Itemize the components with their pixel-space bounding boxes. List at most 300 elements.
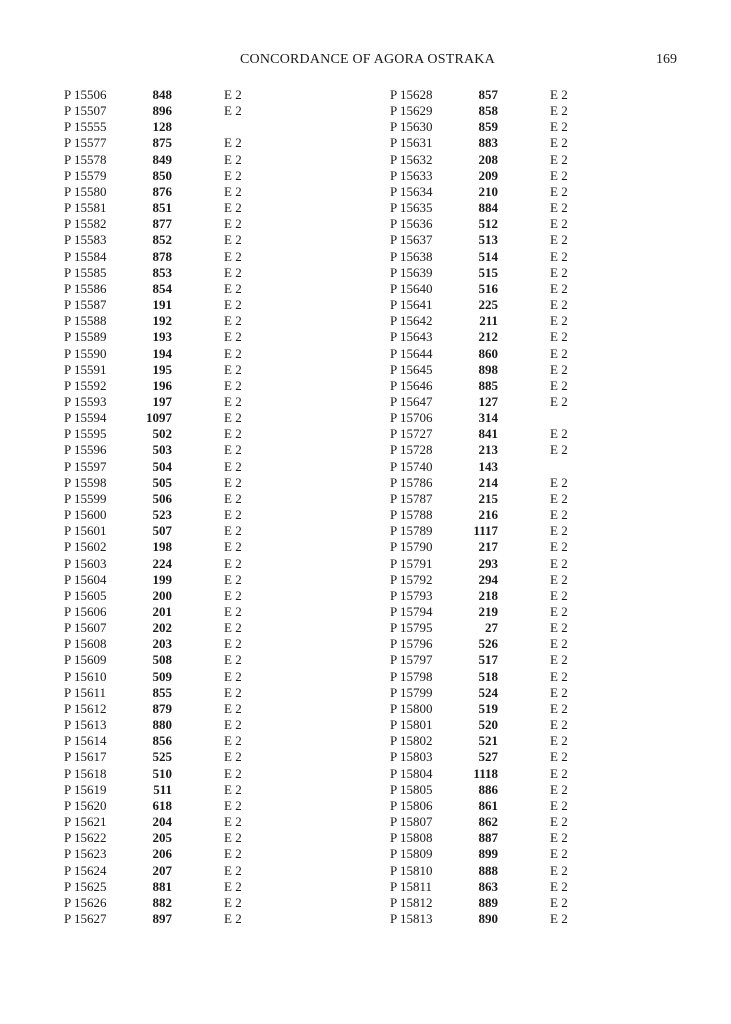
inventory-number: P 15808 (390, 830, 433, 846)
catalogue-number: 504 (152, 458, 172, 474)
publication-ref: E 2 (550, 587, 568, 603)
publication-ref: E 2 (550, 862, 568, 878)
inventory-number: P 15803 (390, 749, 433, 765)
catalogue-number: 897 (152, 910, 172, 926)
catalogue-number: 516 (478, 280, 498, 296)
publication-ref: E 2 (224, 410, 242, 426)
concordance-row (64, 103, 364, 119)
inventory-number: P 15645 (390, 361, 433, 377)
publication-ref: E 2 (224, 797, 242, 813)
catalogue-number: 191 (152, 297, 172, 313)
catalogue-number: 214 (478, 474, 498, 490)
inventory-number: P 15809 (390, 846, 433, 862)
catalogue-number: 855 (152, 684, 172, 700)
publication-ref: E 2 (550, 571, 568, 587)
publication-ref: E 2 (550, 668, 568, 684)
concordance-row (390, 669, 690, 685)
concordance-row (390, 798, 690, 814)
inventory-number: P 15643 (390, 329, 433, 345)
inventory-number: P 15787 (390, 490, 433, 506)
concordance-row (64, 749, 364, 765)
inventory-number: P 15583 (64, 232, 107, 248)
catalogue-number: 888 (478, 862, 498, 878)
publication-ref: E 2 (224, 523, 242, 539)
catalogue-number: 852 (152, 232, 172, 248)
publication-ref: E 2 (224, 103, 242, 119)
inventory-number: P 15786 (390, 474, 433, 490)
catalogue-number: 210 (478, 183, 498, 199)
inventory-number: P 15627 (64, 910, 107, 926)
catalogue-number: 512 (478, 216, 498, 232)
catalogue-number: 518 (478, 668, 498, 684)
catalogue-number: 197 (152, 393, 172, 409)
inventory-number: P 15799 (390, 684, 433, 700)
publication-ref: E 2 (224, 426, 242, 442)
catalogue-number: 854 (152, 280, 172, 296)
concordance-row (64, 911, 364, 927)
inventory-number: P 15586 (64, 280, 107, 296)
publication-ref: E 2 (550, 280, 568, 296)
concordance-row (390, 749, 690, 765)
inventory-number: P 15804 (390, 765, 433, 781)
inventory-number: P 15585 (64, 264, 107, 280)
inventory-number: P 15595 (64, 426, 107, 442)
inventory-number: P 15807 (390, 814, 433, 830)
inventory-number: P 15641 (390, 297, 433, 313)
publication-ref: E 2 (550, 232, 568, 248)
inventory-number: P 15813 (390, 910, 433, 926)
inventory-number: P 15589 (64, 329, 107, 345)
inventory-number: P 15591 (64, 361, 107, 377)
inventory-number: P 15555 (64, 119, 107, 135)
publication-ref: E 2 (550, 87, 568, 102)
catalogue-number: 877 (152, 216, 172, 232)
catalogue-number: 881 (152, 878, 172, 894)
catalogue-number: 875 (152, 135, 172, 151)
publication-ref: E 2 (224, 846, 242, 862)
concordance-row (64, 475, 364, 491)
concordance-row (64, 249, 364, 265)
publication-ref: E 2 (224, 264, 242, 280)
catalogue-number: 858 (478, 103, 498, 119)
inventory-number: P 15805 (390, 781, 433, 797)
inventory-number: P 15590 (64, 345, 107, 361)
inventory-number: P 15646 (390, 377, 433, 393)
publication-ref: E 2 (224, 474, 242, 490)
catalogue-number: 856 (152, 733, 172, 749)
inventory-number: P 15789 (390, 523, 433, 539)
catalogue-number: 618 (152, 797, 172, 813)
concordance-row (64, 814, 364, 830)
inventory-number: P 15619 (64, 781, 107, 797)
page-number: 169 (656, 52, 677, 67)
catalogue-number: 863 (478, 878, 498, 894)
catalogue-number: 878 (152, 248, 172, 264)
catalogue-number: 850 (152, 167, 172, 183)
concordance-row (390, 863, 690, 879)
inventory-number: P 15788 (390, 507, 433, 523)
concordance-row (64, 507, 364, 523)
concordance-row (390, 216, 690, 232)
concordance-column-right (390, 87, 690, 927)
publication-ref: E 2 (224, 571, 242, 587)
catalogue-number: 848 (152, 87, 172, 102)
publication-ref: E 2 (224, 587, 242, 603)
publication-ref: E 2 (224, 183, 242, 199)
concordance-row (64, 556, 364, 572)
inventory-number: P 15604 (64, 571, 107, 587)
inventory-number: P 15582 (64, 216, 107, 232)
catalogue-number: 883 (478, 135, 498, 151)
publication-ref: E 2 (550, 814, 568, 830)
publication-ref: E 2 (224, 910, 242, 926)
publication-ref: E 2 (224, 442, 242, 458)
inventory-number: P 15647 (390, 393, 433, 409)
concordance-row (390, 281, 690, 297)
concordance-row (390, 507, 690, 523)
publication-ref: E 2 (224, 135, 242, 151)
catalogue-number: 206 (152, 846, 172, 862)
concordance-row (390, 426, 690, 442)
concordance-row (64, 442, 364, 458)
concordance-row (390, 491, 690, 507)
inventory-number: P 15810 (390, 862, 433, 878)
concordance-row (64, 846, 364, 862)
concordance-row (390, 184, 690, 200)
concordance-row (390, 556, 690, 572)
concordance-row (390, 814, 690, 830)
concordance-row (390, 652, 690, 668)
catalogue-number: 525 (152, 749, 172, 765)
concordance-row (64, 652, 364, 668)
concordance-row (390, 911, 690, 927)
concordance-row (64, 830, 364, 846)
concordance-row (390, 152, 690, 168)
concordance-row (64, 152, 364, 168)
publication-ref: E 2 (224, 894, 242, 910)
publication-ref: E 2 (550, 523, 568, 539)
inventory-number: P 15796 (390, 636, 433, 652)
publication-ref: E 2 (550, 765, 568, 781)
inventory-number: P 15806 (390, 797, 433, 813)
inventory-number: P 15584 (64, 248, 107, 264)
catalogue-number: 884 (478, 200, 498, 216)
publication-ref: E 2 (224, 458, 242, 474)
concordance-row (390, 733, 690, 749)
concordance-row (64, 281, 364, 297)
inventory-number: P 15593 (64, 393, 107, 409)
catalogue-number: 502 (152, 426, 172, 442)
inventory-number: P 15621 (64, 814, 107, 830)
publication-ref: E 2 (550, 910, 568, 926)
inventory-number: P 15791 (390, 555, 433, 571)
catalogue-number: 209 (478, 167, 498, 183)
inventory-number: P 15798 (390, 668, 433, 684)
inventory-number: P 15507 (64, 103, 107, 119)
catalogue-number: 861 (478, 797, 498, 813)
publication-ref: E 2 (224, 781, 242, 797)
inventory-number: P 15795 (390, 620, 433, 636)
concordance-row (390, 701, 690, 717)
catalogue-number: 507 (152, 523, 172, 539)
concordance-row (64, 620, 364, 636)
publication-ref: E 2 (550, 749, 568, 765)
publication-ref: E 2 (550, 846, 568, 862)
concordance-row (64, 329, 364, 345)
catalogue-number: 899 (478, 846, 498, 862)
catalogue-number: 217 (478, 539, 498, 555)
publication-ref: E 2 (224, 377, 242, 393)
publication-ref: E 2 (224, 507, 242, 523)
catalogue-number: 523 (152, 507, 172, 523)
inventory-number: P 15626 (64, 894, 107, 910)
catalogue-number: 211 (479, 313, 498, 329)
publication-ref: E 2 (550, 604, 568, 619)
catalogue-number: 841 (478, 426, 498, 442)
inventory-number: P 15613 (64, 717, 107, 733)
inventory-number: P 15612 (64, 700, 107, 716)
publication-ref: E 2 (550, 313, 568, 329)
publication-ref: E 2 (224, 280, 242, 296)
concordance-row (390, 620, 690, 636)
inventory-number: P 15611 (64, 684, 107, 700)
inventory-number: P 15603 (64, 555, 107, 571)
publication-ref: E 2 (550, 733, 568, 749)
inventory-number: P 15636 (390, 216, 433, 232)
catalogue-number: 218 (478, 587, 498, 603)
inventory-number: P 15622 (64, 830, 107, 846)
publication-ref: E 2 (224, 717, 242, 733)
inventory-number: P 15609 (64, 652, 107, 668)
concordance-row (390, 87, 690, 103)
catalogue-number: 519 (478, 700, 498, 716)
concordance-row (390, 830, 690, 846)
concordance-row (64, 863, 364, 879)
concordance-row (64, 459, 364, 475)
inventory-number: P 15792 (390, 571, 433, 587)
catalogue-number: 859 (478, 119, 498, 135)
inventory-number: P 15793 (390, 587, 433, 603)
catalogue-number: 293 (478, 555, 498, 571)
catalogue-number: 898 (478, 361, 498, 377)
catalogue-number: 879 (152, 700, 172, 716)
concordance-row (390, 378, 690, 394)
publication-ref: E 2 (550, 135, 568, 151)
catalogue-number: 1118 (473, 765, 498, 781)
concordance-row (64, 200, 364, 216)
inventory-number: P 15606 (64, 604, 107, 619)
inventory-number: P 15797 (390, 652, 433, 668)
catalogue-number: 521 (478, 733, 498, 749)
concordance-row (64, 879, 364, 895)
catalogue-number: 511 (153, 781, 172, 797)
concordance-row (390, 232, 690, 248)
concordance-row (64, 523, 364, 539)
publication-ref: E 2 (224, 555, 242, 571)
catalogue-number: 202 (152, 620, 172, 636)
catalogue-number: 204 (152, 814, 172, 830)
publication-ref: E 2 (550, 200, 568, 216)
publication-ref: E 2 (224, 862, 242, 878)
catalogue-number: 208 (478, 151, 498, 167)
catalogue-number: 193 (152, 329, 172, 345)
concordance-row (390, 313, 690, 329)
publication-ref: E 2 (224, 652, 242, 668)
publication-ref: E 2 (550, 183, 568, 199)
publication-ref: E 2 (550, 345, 568, 361)
inventory-number: P 15620 (64, 797, 107, 813)
publication-ref: E 2 (224, 248, 242, 264)
catalogue-number: 216 (478, 507, 498, 523)
inventory-number: P 15632 (390, 151, 433, 167)
publication-ref: E 2 (224, 620, 242, 636)
inventory-number: P 15628 (390, 87, 433, 102)
page-header (0, 52, 731, 74)
catalogue-number: 196 (152, 377, 172, 393)
catalogue-number: 212 (478, 329, 498, 345)
inventory-number: P 15588 (64, 313, 107, 329)
catalogue-number: 194 (152, 345, 172, 361)
catalogue-number: 505 (152, 474, 172, 490)
inventory-number: P 15592 (64, 377, 107, 393)
concordance-row (390, 410, 690, 426)
inventory-number: P 15610 (64, 668, 107, 684)
catalogue-number: 224 (152, 555, 172, 571)
inventory-number: P 15800 (390, 700, 433, 716)
publication-ref: E 2 (550, 490, 568, 506)
concordance-row (390, 394, 690, 410)
catalogue-number: 880 (152, 717, 172, 733)
concordance-row (390, 539, 690, 555)
inventory-number: P 15706 (390, 410, 433, 426)
publication-ref: E 2 (224, 216, 242, 232)
inventory-number: P 15633 (390, 167, 433, 183)
concordance-row (390, 249, 690, 265)
concordance-row (64, 232, 364, 248)
publication-ref: E 2 (550, 894, 568, 910)
publication-ref: E 2 (224, 539, 242, 555)
catalogue-number: 1097 (146, 410, 172, 426)
publication-ref: E 2 (550, 555, 568, 571)
publication-ref: E 2 (550, 442, 568, 458)
catalogue-number: 506 (152, 490, 172, 506)
catalogue-number: 195 (152, 361, 172, 377)
inventory-number: P 15598 (64, 474, 107, 490)
catalogue-number: 857 (478, 87, 498, 102)
concordance-row (64, 394, 364, 410)
inventory-number: P 15599 (64, 490, 107, 506)
catalogue-number: 514 (478, 248, 498, 264)
publication-ref: E 2 (550, 103, 568, 119)
inventory-number: P 15618 (64, 765, 107, 781)
inventory-number: P 15794 (390, 604, 433, 619)
publication-ref: E 2 (224, 684, 242, 700)
concordance-row (64, 265, 364, 281)
publication-ref: E 2 (224, 167, 242, 183)
concordance-column-left (64, 87, 364, 927)
catalogue-number: 513 (478, 232, 498, 248)
publication-ref: E 2 (550, 426, 568, 442)
inventory-number: P 15614 (64, 733, 107, 749)
catalogue-number: 207 (152, 862, 172, 878)
inventory-number: P 15602 (64, 539, 107, 555)
concordance-row (64, 572, 364, 588)
publication-ref: E 2 (550, 393, 568, 409)
concordance-row (390, 297, 690, 313)
inventory-number: P 15624 (64, 862, 107, 878)
concordance-row (390, 459, 690, 475)
catalogue-number: 201 (152, 604, 172, 619)
inventory-number: P 15577 (64, 135, 107, 151)
concordance-row (64, 426, 364, 442)
concordance-row (64, 216, 364, 232)
concordance-row (64, 539, 364, 555)
concordance-row (64, 733, 364, 749)
concordance-row (390, 588, 690, 604)
catalogue-number: 886 (478, 781, 498, 797)
catalogue-number: 503 (152, 442, 172, 458)
inventory-number: P 15587 (64, 297, 107, 313)
publication-ref: E 2 (550, 830, 568, 846)
inventory-number: P 15597 (64, 458, 107, 474)
publication-ref: E 2 (224, 814, 242, 830)
concordance-row (390, 265, 690, 281)
publication-ref: E 2 (224, 151, 242, 167)
concordance-row (64, 636, 364, 652)
catalogue-number: 203 (152, 636, 172, 652)
publication-ref: E 2 (224, 345, 242, 361)
inventory-number: P 15639 (390, 264, 433, 280)
concordance-row (64, 798, 364, 814)
publication-ref: E 2 (550, 539, 568, 555)
catalogue-number: 862 (478, 814, 498, 830)
inventory-number: P 15727 (390, 426, 433, 442)
catalogue-number: 192 (152, 313, 172, 329)
concordance-row (390, 346, 690, 362)
concordance-row (64, 297, 364, 313)
publication-ref: E 2 (550, 248, 568, 264)
publication-ref: E 2 (550, 361, 568, 377)
publication-ref: E 2 (550, 474, 568, 490)
concordance-row (64, 782, 364, 798)
publication-ref: E 2 (224, 361, 242, 377)
catalogue-number: 128 (152, 119, 172, 135)
concordance-row (390, 135, 690, 151)
concordance-row (64, 717, 364, 733)
concordance-row (390, 782, 690, 798)
catalogue-number: 508 (152, 652, 172, 668)
inventory-number: P 15506 (64, 87, 107, 102)
catalogue-number: 199 (152, 571, 172, 587)
publication-ref: E 2 (224, 313, 242, 329)
concordance-row (64, 588, 364, 604)
catalogue-number: 527 (478, 749, 498, 765)
publication-ref: E 2 (550, 151, 568, 167)
catalogue-number: 882 (152, 894, 172, 910)
concordance-row (64, 491, 364, 507)
inventory-number: P 15644 (390, 345, 433, 361)
catalogue-number: 890 (478, 910, 498, 926)
concordance-row (64, 168, 364, 184)
publication-ref: E 2 (224, 200, 242, 216)
catalogue-number: 213 (478, 442, 498, 458)
publication-ref: E 2 (550, 620, 568, 636)
catalogue-number: 314 (478, 410, 498, 426)
running-title: CONCORDANCE OF AGORA OSTRAKA (240, 52, 495, 67)
inventory-number: P 15740 (390, 458, 433, 474)
catalogue-number: 896 (152, 103, 172, 119)
inventory-number: P 15790 (390, 539, 433, 555)
